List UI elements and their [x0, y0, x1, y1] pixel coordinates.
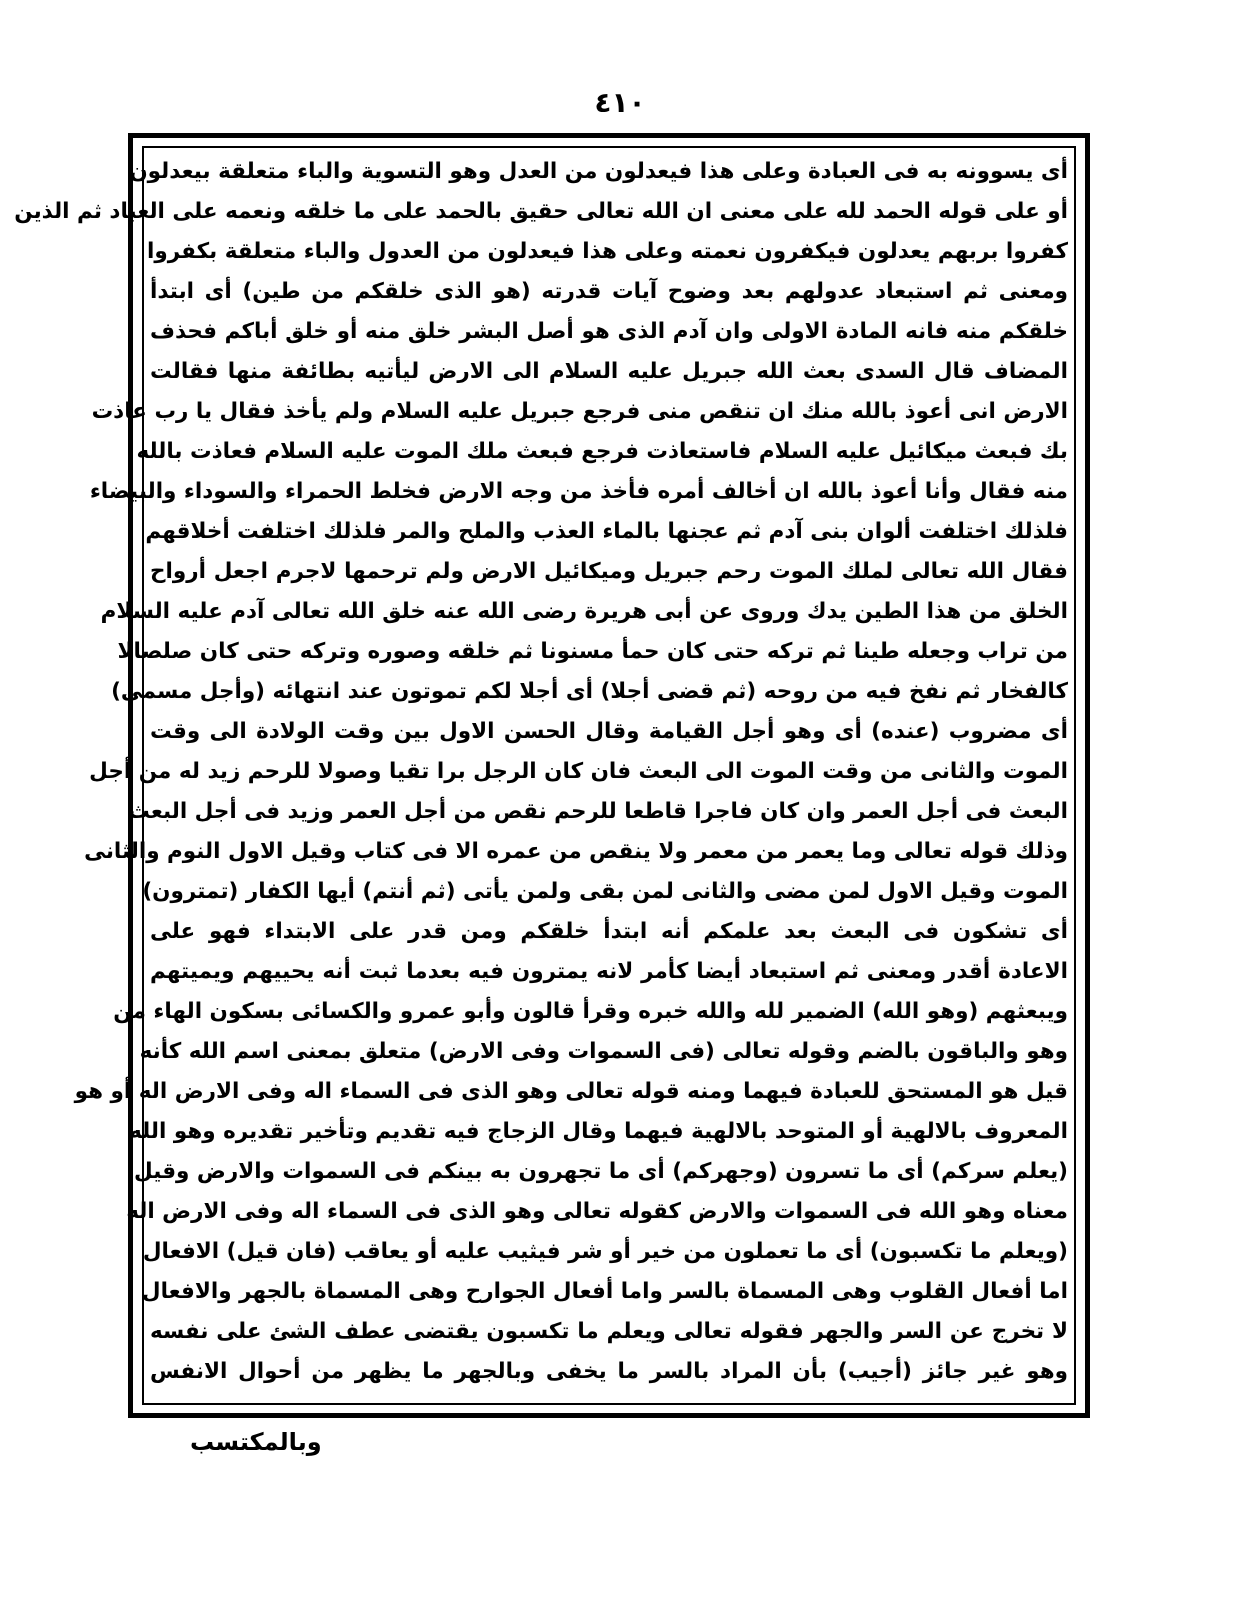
text-line: خلقكم منه فانه المادة الاولى وان آدم الذى هو أصل البشر خلق منه أو خلق أباكم فحذف [150, 319, 1068, 344]
text-line: بك فبعث ميكائيل عليه السلام فاستعاذت فرجع فبعث ملك الموت عليه السلام فعاذت بالله [136, 439, 1068, 464]
text-line: الارض انى أعوذ بالله منك ان تنقص منى فرجع جبريل عليه السلام ولم يأخذ فقال يا رب عاذت [91, 399, 1068, 424]
text-line: ويبعثهم (وهو الله) الضمير لله والله خبره وقرأ قالون وأبو عمرو والكسائى بسكون الهاء من [113, 999, 1068, 1024]
text-line: لا تخرج عن السر والجهر فقوله تعالى ويعلم ما تكسبون يقتضى عطف الشئ على نفسه [150, 1319, 1068, 1344]
catchword: وبالمكتسب [190, 1428, 322, 1456]
text-line: فقال الله تعالى لملك الموت رحم جبريل وميكائيل الارض ولم ترحمها لاجرم اجعل أرواح [150, 559, 1068, 584]
page-number: ٤١٠ [594, 86, 646, 119]
text-line: وهو غير جائز (أجيب) بأن المراد بالسر ما يخفى وبالجهر ما يظهر من أحوال الانفس [150, 1359, 1068, 1384]
text-line: (ويعلم ما تكسبون) أى ما تعملون من خير أو شر فيثيب عليه أو يعاقب (فان قيل) الافعال [142, 1239, 1068, 1264]
text-line: المضاف قال السدى بعث الله جبريل عليه السلام الى الارض ليأتيه بطائفة منها فقالت [150, 359, 1068, 384]
text-line: أو على قوله الحمد لله على معنى ان الله تعالى حقيق بالحمد على ما خلقه ونعمه على العباد ثم الذين [14, 199, 1068, 224]
text-line: منه فقال وأنا أعوذ بالله ان أخالف أمره فأخذ من وجه الارض فخلط الحمراء والسوداء والبيضاء [89, 479, 1068, 504]
text-line: اما أفعال القلوب وهى المسماة بالسر واما أفعال الجوارح وهى المسماة بالجهر والافعال [141, 1279, 1068, 1304]
text-line: من تراب وجعله طينا ثم تركه حتى كان حمأ مسنونا ثم خلقه وصوره وتركه حتى كان صلصالا [117, 639, 1068, 664]
text-line: أى يسوونه به فى العبادة وعلى هذا فيعدلون من العدل وهو التسوية والباء متعلقة بيعدلون [129, 159, 1068, 184]
text-line: أى مضروب (عنده) أى وهو أجل القيامة وقال الحسن الاول بين وقت الولادة الى وقت [150, 719, 1068, 744]
text-line: كالفخار ثم نفخ فيه من روحه (ثم قضى أجلا) أى أجلا لكم تموتون عند انتهائه (وأجل مسمى) [111, 679, 1068, 704]
text-line: معناه وهو الله فى السموات والارض كقوله تعالى وهو الذى فى السماء اله وفى الارض اله [126, 1199, 1068, 1224]
text-line: وهو والباقون بالضم وقوله تعالى (فى السموات وفى الارض) متعلق بمعنى اسم الله كأنه [139, 1039, 1068, 1064]
text-line: البعث فى أجل العمر وان كان فاجرا قاطعا للرحم نقص من أجل العمر وزيد فى أجل البعث [128, 799, 1068, 824]
text-line: الاعادة أقدر ومعنى ثم استبعاد أيضا كأمر لانه يمترون فيه بعدما ثبت أنه يحييهم ويميتهم [150, 959, 1068, 984]
text-line: قيل هو المستحق للعبادة فيهما ومنه قوله تعالى وهو الذى فى السماء اله وفى الارض اله أو هو [74, 1079, 1068, 1104]
text-line: المعروف بالالهية أو المتوحد بالالهية فيهما وقال الزجاج فيه تقديم وتأخير تقديره وهو الله [129, 1119, 1068, 1144]
text-line: الموت والثانى من وقت الموت الى البعث فان كان الرجل برا تقيا وصولا للرحم زيد له من أجل [89, 759, 1068, 784]
text-line: وذلك قوله تعالى وما يعمر من معمر ولا ينقص من عمره الا فى كتاب وقيل الاول النوم والثانى [84, 839, 1068, 864]
text-line: الموت وقيل الاول لمن مضى والثانى لمن بقى ولمن يأتى (ثم أنتم) أيها الكفار (تمترون) [142, 879, 1068, 904]
text-line: كفروا بربهم يعدلون فيكفرون نعمته وعلى هذا فيعدلون من العدول والباء متعلقة بكفروا [147, 239, 1068, 264]
text-line: (يعلم سركم) أى ما تسرون (وجهركم) أى ما تجهرون به بينكم فى السموات والارض وقيل [134, 1159, 1068, 1184]
text-line: ومعنى ثم استبعاد عدولهم بعد وضوح آيات قدرته (هو الذى خلقكم من طين) أى ابتدأ [150, 279, 1068, 304]
text-line: أى تشكون فى البعث بعد علمكم أنه ابتدأ خلقكم ومن قدر على الابتداء فهو على [150, 919, 1068, 944]
main-text-block [14, 152, 1068, 1402]
text-line: الخلق من هذا الطين يدك وروى عن أبى هريرة رضى الله عنه خلق الله تعالى آدم عليه السلام [100, 599, 1068, 624]
text-line: فلذلك اختلفت ألوان بنى آدم ثم عجنها بالماء العذب والملح والمر فلذلك اختلفت أخلاقهم [145, 519, 1068, 544]
